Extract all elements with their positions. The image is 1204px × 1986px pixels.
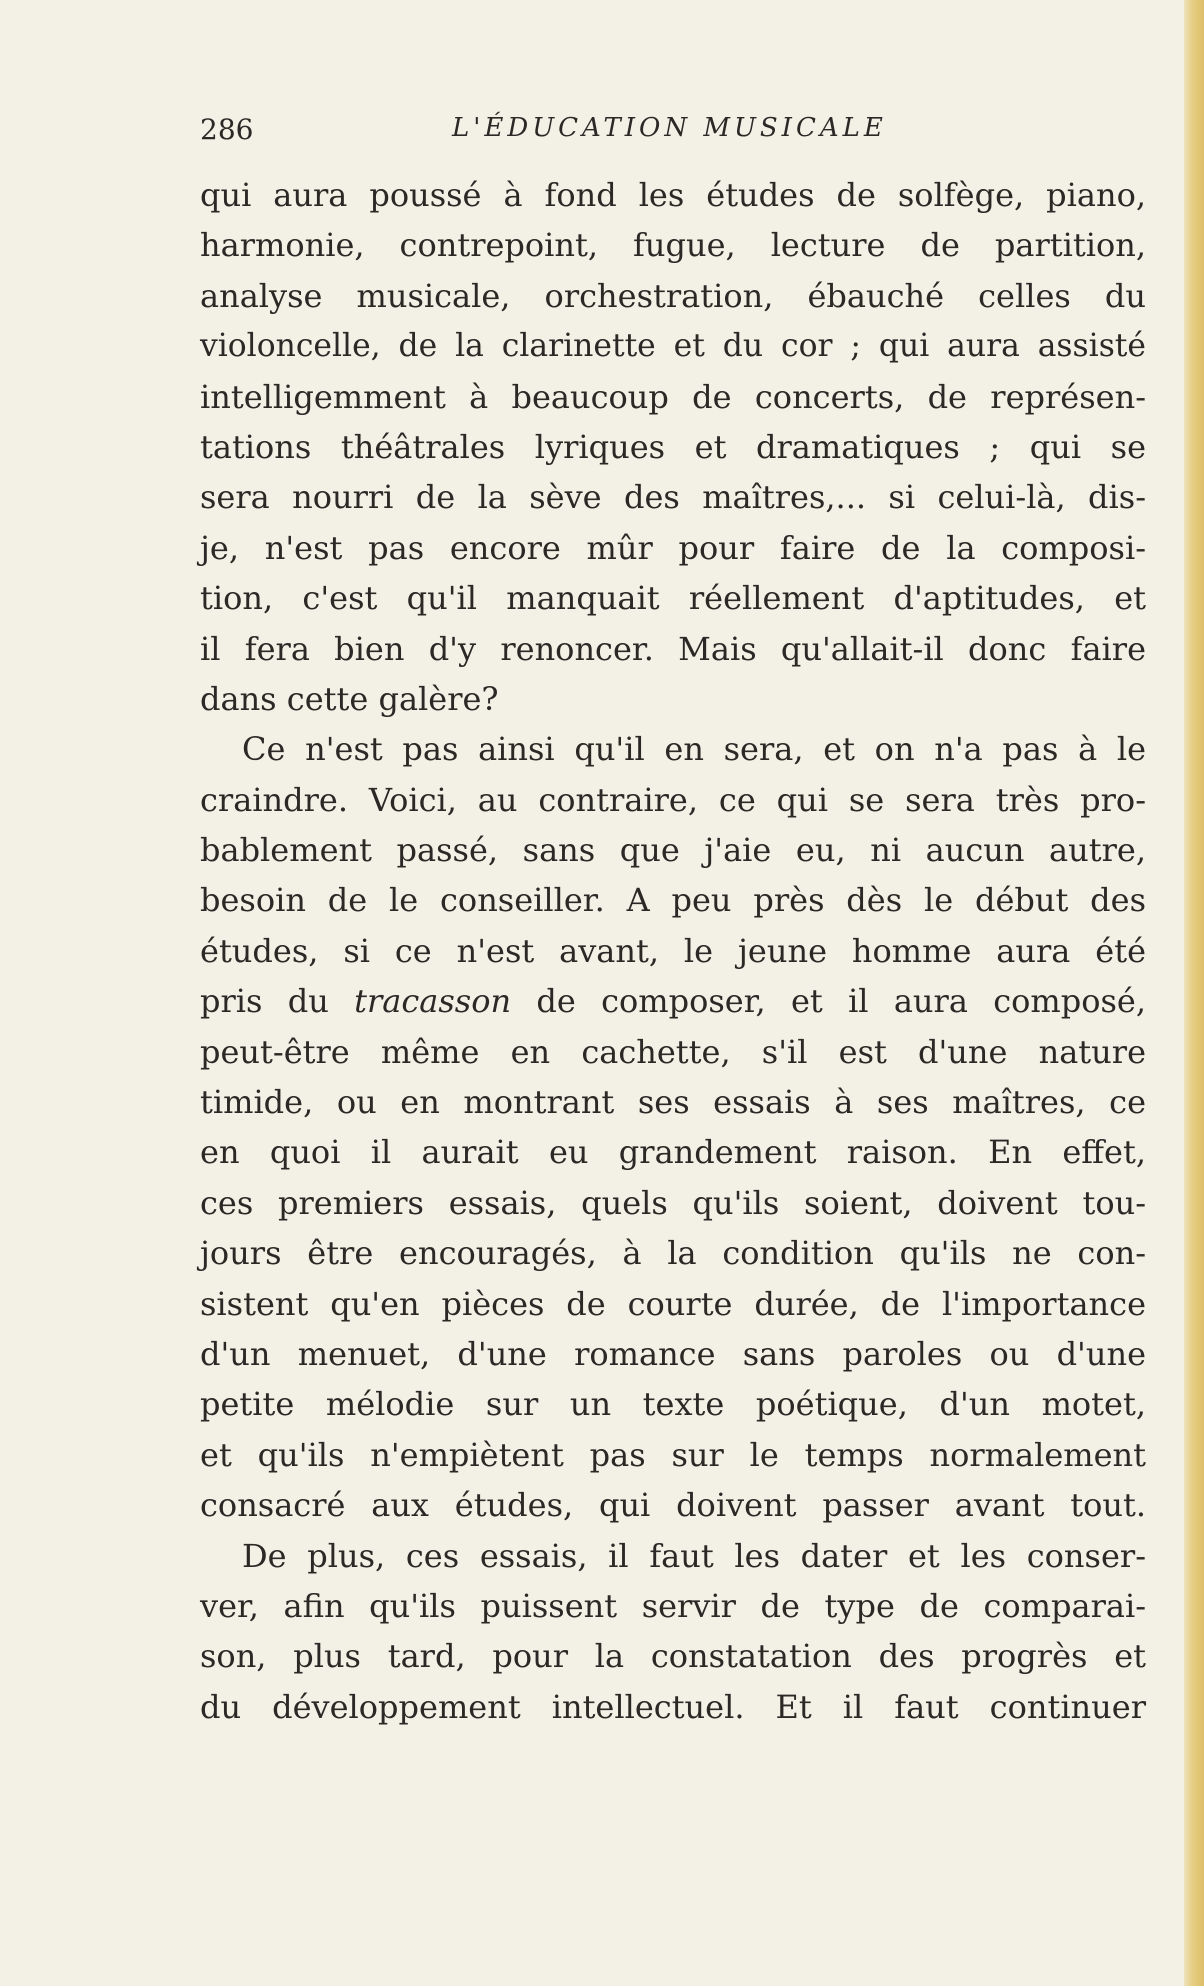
italic-word: tracasson — [354, 982, 512, 1021]
text-line: son, plus tard, pour la constatation des progrès et — [200, 1637, 1146, 1676]
text-line: et qu'ils n'empiètent pas sur le temps normalement — [200, 1435, 1146, 1474]
text-line-with-italic — [200, 976, 1146, 1026]
text-line: qui aura poussé à fond les études de solfège, piano, — [200, 176, 1146, 214]
text-line: analyse musicale, orchestration, ébauché celles du — [200, 276, 1146, 315]
running-title: L'ÉDUCATION MUSICALE — [452, 113, 887, 143]
text-line: dans cette galère? — [200, 679, 499, 718]
text-line: sera nourri de la sève des maîtres,... si celui-là, dis- — [200, 478, 1146, 517]
paragraph-start-line: De plus, ces essais, il faut les dater et les conser- — [242, 1536, 1146, 1575]
text-line: intelligemment à beaucoup de concerts, de représen- — [200, 377, 1146, 416]
text-line: harmonie, contrepoint, fugue, lecture de partition, — [200, 226, 1146, 265]
text-line: petite mélodie sur un texte poétique, d'un motet, — [200, 1385, 1146, 1424]
page-edge — [1184, 0, 1204, 1986]
line-joiner-text: de — [511, 982, 602, 1021]
text-line: ces premiers essais, quels qu'ils soient, doivent tou- — [200, 1183, 1146, 1222]
page-header — [200, 113, 1150, 153]
text-line: d'un menuet, d'une romance sans paroles ou d'une — [200, 1334, 1146, 1373]
text-line: craindre. Voici, au contraire, ce qui se sera très pro- — [200, 780, 1146, 819]
body-text — [200, 170, 1146, 1732]
line-lead-text: pris du — [200, 982, 355, 1021]
text-line: en quoi il aurait eu grandement raison. En effet, — [200, 1133, 1146, 1172]
text-line: jours être encouragés, à la condition qu'ils ne con- — [200, 1234, 1146, 1273]
line-tail-text: composer, et il aura composé, — [601, 982, 1147, 1021]
text-line: je, n'est pas encore mûr pour faire de la composi- — [200, 528, 1146, 567]
text-line: il fera bien d'y renoncer. Mais qu'allait-il donc faire — [200, 629, 1146, 668]
text-line: violoncelle, de la clarinette et du cor ; qui aura assisté — [200, 328, 1146, 365]
text-line: sistent qu'en pièces de courte durée, de l'importance — [200, 1284, 1146, 1323]
page-number: 286 — [200, 113, 254, 146]
text-line: du développement intellectuel. Et il faut continuer — [200, 1687, 1146, 1726]
text-line: études, si ce n'est avant, le jeune homme aura été — [200, 931, 1146, 970]
text-line: consacré aux études, qui doivent passer avant tout. — [200, 1486, 1146, 1525]
text-line: besoin de le conseiller. A peu près dès le début des — [200, 881, 1146, 920]
text-line: bablement passé, sans que j'aie eu, ni aucun autre, — [200, 831, 1146, 870]
text-line: peut-être même en cachette, s'il est d'une nature — [200, 1032, 1146, 1071]
text-line: tations théâtrales lyriques et dramatiques ; qui se — [200, 427, 1146, 466]
text-line: timide, ou en montrant ses essais à ses maîtres, ce — [200, 1083, 1146, 1122]
paragraph-start-line: Ce n'est pas ainsi qu'il en sera, et on n'a pas à le — [242, 730, 1146, 769]
text-line: tion, c'est qu'il manquait réellement d'aptitudes, et — [200, 579, 1146, 618]
text-line: ver, afin qu'ils puissent servir de type de comparai- — [200, 1586, 1146, 1625]
